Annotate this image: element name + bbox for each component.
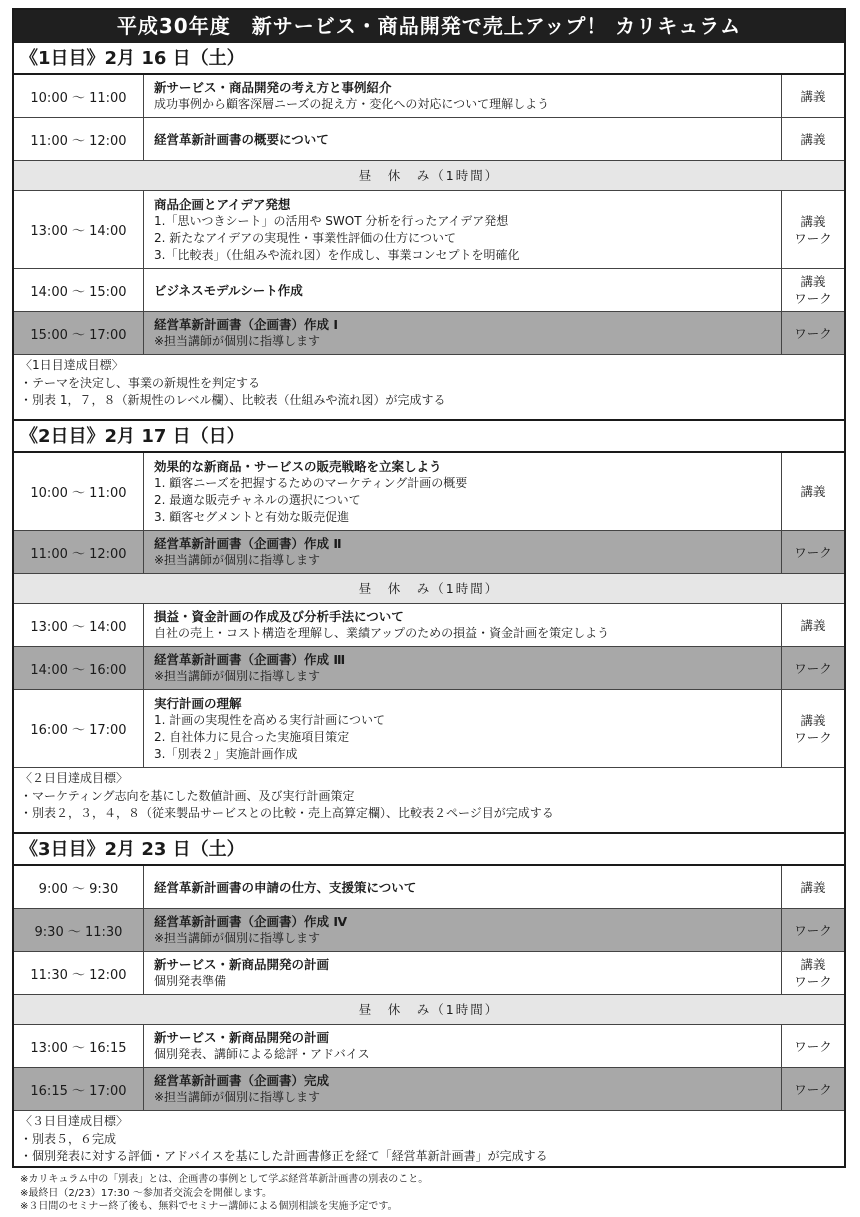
session-content — [144, 690, 781, 767]
schedule-row — [14, 1068, 844, 1111]
schedule-row — [14, 269, 844, 312]
schedule-row — [14, 952, 844, 995]
session-type — [781, 75, 844, 117]
session-time: 11:30 ～ 12:00 — [14, 952, 144, 994]
session-detail: ※担当講師が個別に指導します — [154, 931, 321, 945]
days-container — [14, 43, 844, 1175]
session-title: 経営革新計画書（企画書）作成 Ⅳ — [154, 914, 348, 929]
session-type-label: 講義 — [800, 88, 826, 104]
session-content — [144, 531, 781, 573]
session-content — [144, 1025, 781, 1067]
session-type-label: ワーク — [794, 291, 832, 306]
session-time: 13:00 ～ 14:00 — [14, 191, 144, 268]
session-time: 14:00 ～ 15:00 — [14, 269, 144, 311]
goal-line: 〈２日目達成目標〉 — [20, 771, 129, 785]
session-content — [144, 647, 781, 689]
session-detail: 1. 計画の実現性を高める実行計画について — [154, 712, 386, 727]
session-time: 13:00 ～ 14:00 — [14, 604, 144, 646]
day-goal — [14, 355, 844, 419]
footnotes — [20, 1173, 428, 1214]
session-type-label: ワーク — [794, 325, 832, 341]
session-detail: ※担当講師が個別に指導します — [154, 334, 321, 348]
session-content — [144, 909, 781, 951]
session-detail: 2. 自社体力に見合った実施項目策定 — [154, 729, 350, 744]
session-detail: 自社の売上・コスト構造を理解し、業績アップのための損益・資金計画を策定しよう — [154, 626, 610, 640]
schedule-row — [14, 866, 844, 909]
goal-line: ・個別発表に対する評価・アドバイスを基にした計画書修正を経て「経営革新計画書」が完成する — [20, 1149, 548, 1163]
session-type — [781, 909, 844, 951]
day-goal — [14, 768, 844, 832]
schedule-row — [14, 647, 844, 690]
session-type-label: ワーク — [794, 1038, 832, 1054]
session-type — [781, 118, 844, 160]
session-title: 経営革新計画書（企画書）作成 Ⅱ — [154, 536, 342, 551]
session-title: 経営革新計画書（企画書）完成 — [154, 1073, 330, 1088]
session-time: 11:00 ～ 12:00 — [14, 531, 144, 573]
session-detail: 成功事例から顧客深層ニーズの捉え方・変化への対応について理解しよう — [154, 97, 550, 111]
session-content — [144, 453, 781, 530]
session-time: 10:00 ～ 11:00 — [14, 75, 144, 117]
session-detail: ※担当講師が個別に指導します — [154, 669, 321, 683]
session-title: 新サービス・新商品開発の計画 — [154, 957, 330, 972]
session-type — [781, 866, 844, 908]
session-type-label: 講義 — [800, 131, 826, 147]
session-type-label: 講義 — [800, 712, 826, 728]
schedule-row — [14, 531, 844, 574]
session-content — [144, 604, 781, 646]
footnote: ※３日間のセミナー終了後も、無料でセミナー講師による個別相談を実施予定です。 — [20, 1201, 398, 1212]
session-type-label: 講義 — [800, 617, 826, 633]
session-type-label: 講義 — [800, 484, 826, 499]
session-time: 14:00 ～ 16:00 — [14, 647, 144, 689]
lunch-break: 昼 休 み（1時間） — [14, 161, 844, 191]
session-detail: 1. 顧客ニーズを把握するためのマーケティング計画の概要 — [154, 475, 468, 490]
session-content — [144, 1068, 781, 1110]
session-title: 経営革新計画書（企画書）作成 Ⅰ — [154, 317, 339, 332]
goal-line: ・別表 1，７，８（新規性のレベル欄）、比較表（仕組みや流れ図）が完成する — [20, 393, 446, 407]
session-detail: 3.「別表２」実施計画作成 — [154, 746, 298, 761]
session-detail: 3. 顧客セグメントと有効な販売促進 — [154, 509, 350, 524]
session-title: 経営革新計画書（企画書）作成 Ⅲ — [154, 652, 346, 667]
session-title: 新サービス・商品開発の考え方と事例紹介 — [154, 80, 392, 95]
session-title: 新サービス・新商品開発の計画 — [154, 1030, 330, 1045]
schedule-row — [14, 909, 844, 952]
lunch-break: 昼 休 み（1時間） — [14, 574, 844, 604]
session-type — [781, 269, 844, 311]
schedule-row — [14, 453, 844, 531]
schedule-row — [14, 1025, 844, 1068]
page-title: 平成30年度 新サービス・商品開発で売上アップ！ カリキュラム — [14, 10, 844, 43]
session-detail: 個別発表、講師による総評・アドバイス — [154, 1047, 370, 1061]
session-type-label: ワーク — [794, 230, 832, 246]
session-type — [781, 604, 844, 646]
session-content — [144, 75, 781, 117]
goal-line: 〈３日目達成目標〉 — [20, 1114, 129, 1128]
curriculum-table — [12, 8, 846, 1168]
session-type — [781, 1025, 844, 1067]
schedule-row — [14, 312, 844, 355]
session-type-label: ワーク — [794, 1081, 832, 1097]
session-title: 商品企画とアイデア発想 — [154, 196, 291, 212]
session-content — [144, 866, 781, 908]
day-goal — [14, 1111, 844, 1175]
schedule-row — [14, 118, 844, 161]
footnote: ※最終日（2/23）17:30 ～参加者交流会を開催します。 — [20, 1187, 273, 1199]
session-content — [144, 952, 781, 994]
session-title: ビジネスモデルシート作成 — [154, 282, 303, 298]
session-type-label: ワーク — [794, 729, 832, 745]
session-content — [144, 118, 781, 160]
session-title: 効果的な新商品・サービスの販売戦略を立案しよう — [154, 458, 442, 474]
goal-line: 〈1日目達成目標〉 — [20, 358, 124, 372]
session-title: 経営革新計画書の申請の仕方、支援策について — [154, 879, 417, 895]
session-type-label: 講義 — [800, 957, 826, 972]
session-type-label: 講義 — [800, 274, 826, 289]
day-header: 《1日目》2月 16 日（土） — [14, 43, 844, 75]
session-type-label: ワーク — [794, 974, 832, 989]
session-detail: 2. 新たなアイデアの実現性・事業性評価の仕方について — [154, 230, 456, 245]
session-type — [781, 312, 844, 354]
session-detail: 2. 最適な販売チャネルの選択について — [154, 492, 361, 507]
goal-line: ・テーマを決定し、事業の新規性を判定する — [20, 375, 261, 390]
session-type-label: 講義 — [800, 879, 826, 895]
session-time: 9:30 ～ 11:30 — [14, 909, 144, 951]
session-detail: ※担当講師が個別に指導します — [154, 1090, 321, 1104]
schedule-row — [14, 604, 844, 647]
session-type — [781, 191, 844, 268]
lunch-break: 昼 休 み（1時間） — [14, 995, 844, 1025]
session-type — [781, 453, 844, 530]
session-detail: ※担当講師が個別に指導します — [154, 553, 321, 567]
session-detail: 1.「思いつきシート」の活用や SWOT 分析を行ったアイデア発想 — [154, 213, 509, 228]
session-title: 損益・資金計画の作成及び分析手法について — [154, 609, 404, 624]
session-content — [144, 269, 781, 311]
goal-line: ・別表５，６完成 — [20, 1131, 117, 1146]
session-type — [781, 1068, 844, 1110]
session-time: 9:00 ～ 9:30 — [14, 866, 144, 908]
session-time: 16:00 ～ 17:00 — [14, 690, 144, 767]
session-type — [781, 952, 844, 994]
session-time: 13:00 ～ 16:15 — [14, 1025, 144, 1067]
footnote: ※カリキュラム中の「別表」とは、企画書の事例として学ぶ経営革新計画書の別表のこと。 — [20, 1174, 429, 1185]
session-type — [781, 531, 844, 573]
day-header: 《2日目》2月 17 日（日） — [14, 419, 844, 453]
session-title: 実行計画の理解 — [154, 695, 242, 711]
schedule-row — [14, 191, 844, 269]
session-content — [144, 191, 781, 268]
session-detail: 個別発表準備 — [154, 974, 227, 988]
session-type-label: 講義 — [800, 213, 826, 229]
session-time: 16:15 ～ 17:00 — [14, 1068, 144, 1110]
session-time: 11:00 ～ 12:00 — [14, 118, 144, 160]
session-content — [144, 312, 781, 354]
goal-line: ・マーケティング志向を基にした数値計画、及び実行計画策定 — [20, 788, 355, 803]
session-title: 経営革新計画書の概要について — [154, 131, 329, 147]
schedule-row — [14, 690, 844, 768]
session-time: 15:00 ～ 17:00 — [14, 312, 144, 354]
session-type — [781, 690, 844, 767]
goal-line: ・別表２，３，４，８（従来製品サービスとの比較・売上高算定欄）、比較表２ページ目が完成する — [20, 806, 554, 820]
day-header: 《3日目》2月 23 日（土） — [14, 832, 844, 866]
session-type-label: ワーク — [794, 544, 832, 560]
session-type — [781, 647, 844, 689]
session-type-label: ワーク — [794, 922, 832, 938]
session-time: 10:00 ～ 11:00 — [14, 453, 144, 530]
session-detail: 3.「比較表」（仕組みや流れ図）を作成し、事業コンセプトを明確化 — [154, 247, 520, 262]
schedule-row — [14, 75, 844, 118]
session-type-label: ワーク — [794, 660, 832, 676]
